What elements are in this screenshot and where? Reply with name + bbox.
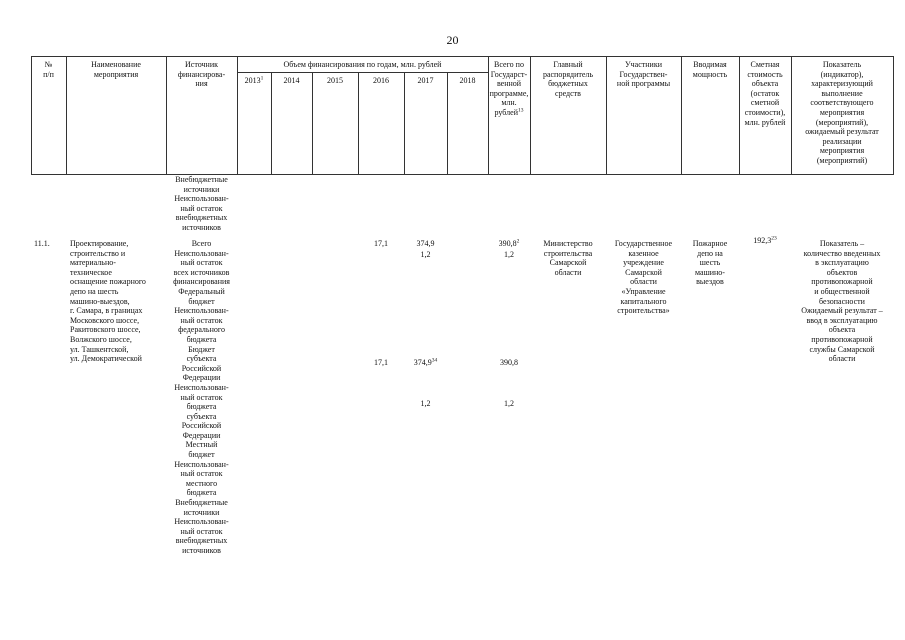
value-total-2016: 17,1 (374, 239, 388, 248)
value-regional-unused-2017: 1,2 (420, 399, 431, 408)
value-total-sum: 390,8$^2$ (498, 238, 520, 248)
header-indicator: Показатель (индикатор), характеризующий выполнение соответствующего мероприятия (мероприятий), ожидаемый результат реализации мероприятия (мероприятий) (805, 60, 879, 165)
table-border (893, 57, 894, 174)
value-regional-2017: 374,9$^{34}$ (413, 357, 438, 367)
page-number: 20 (446, 33, 459, 47)
header-name: Наименование мероприятия (91, 60, 141, 79)
header-year: 2016 (373, 76, 389, 85)
header-num: № п/п (43, 60, 54, 79)
column-divider (271, 72, 272, 174)
header-total: Всего по Государст- венной программе, млн. рублей$^{13}$ (489, 60, 529, 117)
capacity-cell: Пожарное депо на шесть машино- выездов (692, 239, 728, 287)
header-year: 2014 (283, 76, 300, 85)
value-total-2017: 374,9 (416, 239, 435, 248)
value-regional-2016: 17,1 (374, 358, 388, 367)
column-divider (237, 57, 238, 174)
header-financing: Объем финансирования по годам, млн. рублей (283, 60, 442, 69)
indicator-cell: Показатель – количество введенных в эксплуатацию объектов противопожарной и общественной безопасности Ожидаемый результат – ввод в эксплуатацию объекта противопожарной службы Самарской области (801, 239, 883, 364)
header-year: 2013$^1$ (244, 75, 264, 85)
header-participants: Участники Государствен- ной программы (616, 60, 671, 89)
header-cost: Сметная стоимость объекта (остаток сметной стоимости), млн. рублей (744, 60, 786, 127)
value-regional-sum: 390,8 (500, 358, 518, 367)
top-sources: Внебюджетные источники Неиспользован- ный остаток внебюджетных источников (174, 175, 229, 232)
column-divider (312, 72, 313, 174)
value-unused-sum: 1,2 (504, 250, 514, 259)
header-year: 2015 (327, 76, 343, 85)
manager-cell: Министерство строительства Самарской области (543, 239, 593, 277)
participants-cell: Государственное казенное учреждение Самарской области «Управление капитального строительства» (614, 239, 673, 316)
value-unused-2017: 1,2 (420, 250, 431, 259)
header-manager: Главный распорядитель бюджетных средств (542, 60, 594, 98)
event-name: Проектирование, строительство и материально- техническое оснащение пожарного депо на шесть машино-выездов, г. Самара, в границах Московского шоссе, Ракитовского шоссе, Волжского шоссе, ул. Ташкентской, ул. Демократической (70, 239, 146, 364)
header-year: 2018 (459, 76, 476, 85)
row-number: 11.1. (34, 239, 50, 248)
cost-cell: 192,3$^{23}$ (753, 235, 777, 245)
header-capacity: Вводимая мощность (692, 60, 728, 79)
column-divider (447, 72, 448, 174)
row-divider (237, 72, 488, 73)
header-source: Источник финансирова- ния (177, 60, 226, 89)
header-year: 2017 (417, 76, 434, 85)
value-regional-unused-sum: 1,2 (504, 399, 514, 408)
table-header (31, 56, 894, 175)
column-divider (358, 72, 359, 174)
source-list: Всего Неиспользован- ный остаток всех источников финансирования Федеральный бюджет Неиспользован- ный остаток федерального бюджета Бюджет субъекта Российской Федерации Неиспользован- ный остаток бюджета субъекта Российской Федерации Местный бюджет Неиспользован- ный остаток местного бюджета Внебюджетные источники Неиспользован- ный остаток внебюджетных источников (173, 239, 230, 555)
column-divider (404, 72, 405, 174)
